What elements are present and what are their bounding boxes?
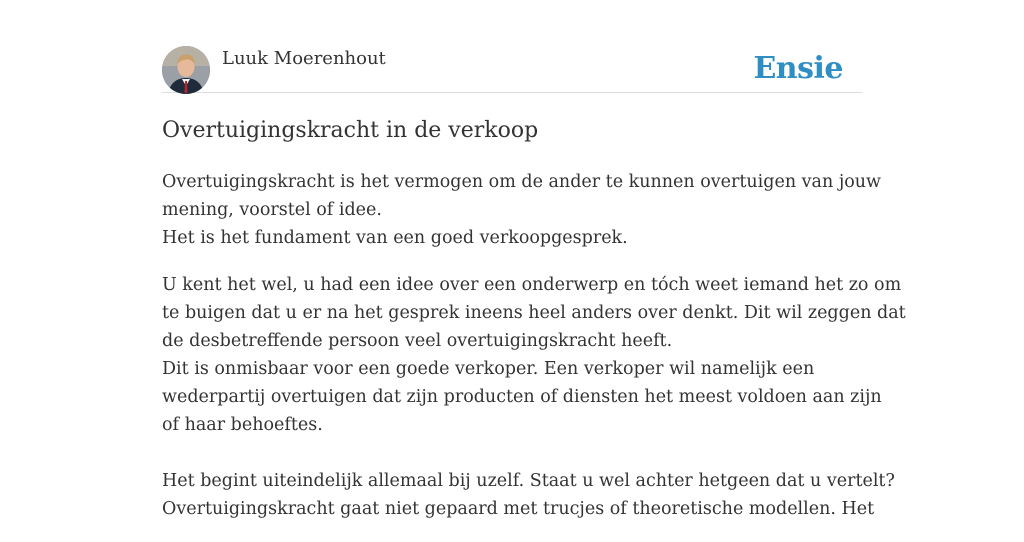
paragraph [162,467,895,523]
paragraph-line: Het is het fundament van een goed verkoopgesprek. [162,228,628,248]
author-avatar[interactable] [162,46,210,94]
paragraph-line: te buigen dat u er na het gesprek ineens heel anders over denkt. Dit wil zeggen dat [162,303,906,323]
paragraph [162,271,906,439]
article-body [162,168,906,542]
brand-logo[interactable]: Ensie [753,51,843,86]
paragraph-line: mening, voorstel of idee. [162,200,382,220]
paragraph-line: de desbetreffende persoon veel overtuigingskracht heeft. [162,331,673,351]
article-header [162,46,862,93]
paragraph-line: Het begint uiteindelijk allemaal bij uzelf. Staat u wel achter hetgeen dat u vertelt? [162,471,895,491]
article-title: Overtuigingskracht in de verkoop [162,118,539,143]
paragraph-line: Dit is onmisbaar voor een goede verkoper. Een verkoper wil namelijk een [162,359,815,379]
paragraph-line: of haar behoeftes. [162,415,323,435]
article-card [162,0,906,519]
avatar-photo [162,46,210,94]
paragraph-line: Overtuigingskracht gaat niet gepaard met trucjes of theoretische modellen. Het [162,499,875,519]
paragraph-line: wederpartij overtuigen dat zijn producten of diensten het meest voldoen aan zijn [162,387,882,407]
author-name[interactable]: Luuk Moerenhout [222,48,386,69]
paragraph [162,168,882,252]
paragraph-line: Overtuigingskracht is het vermogen om de ander te kunnen overtuigen van jouw [162,172,882,192]
paragraph-line: U kent het wel, u had een idee over een onderwerp en tóch weet iemand het zo om [162,275,902,295]
